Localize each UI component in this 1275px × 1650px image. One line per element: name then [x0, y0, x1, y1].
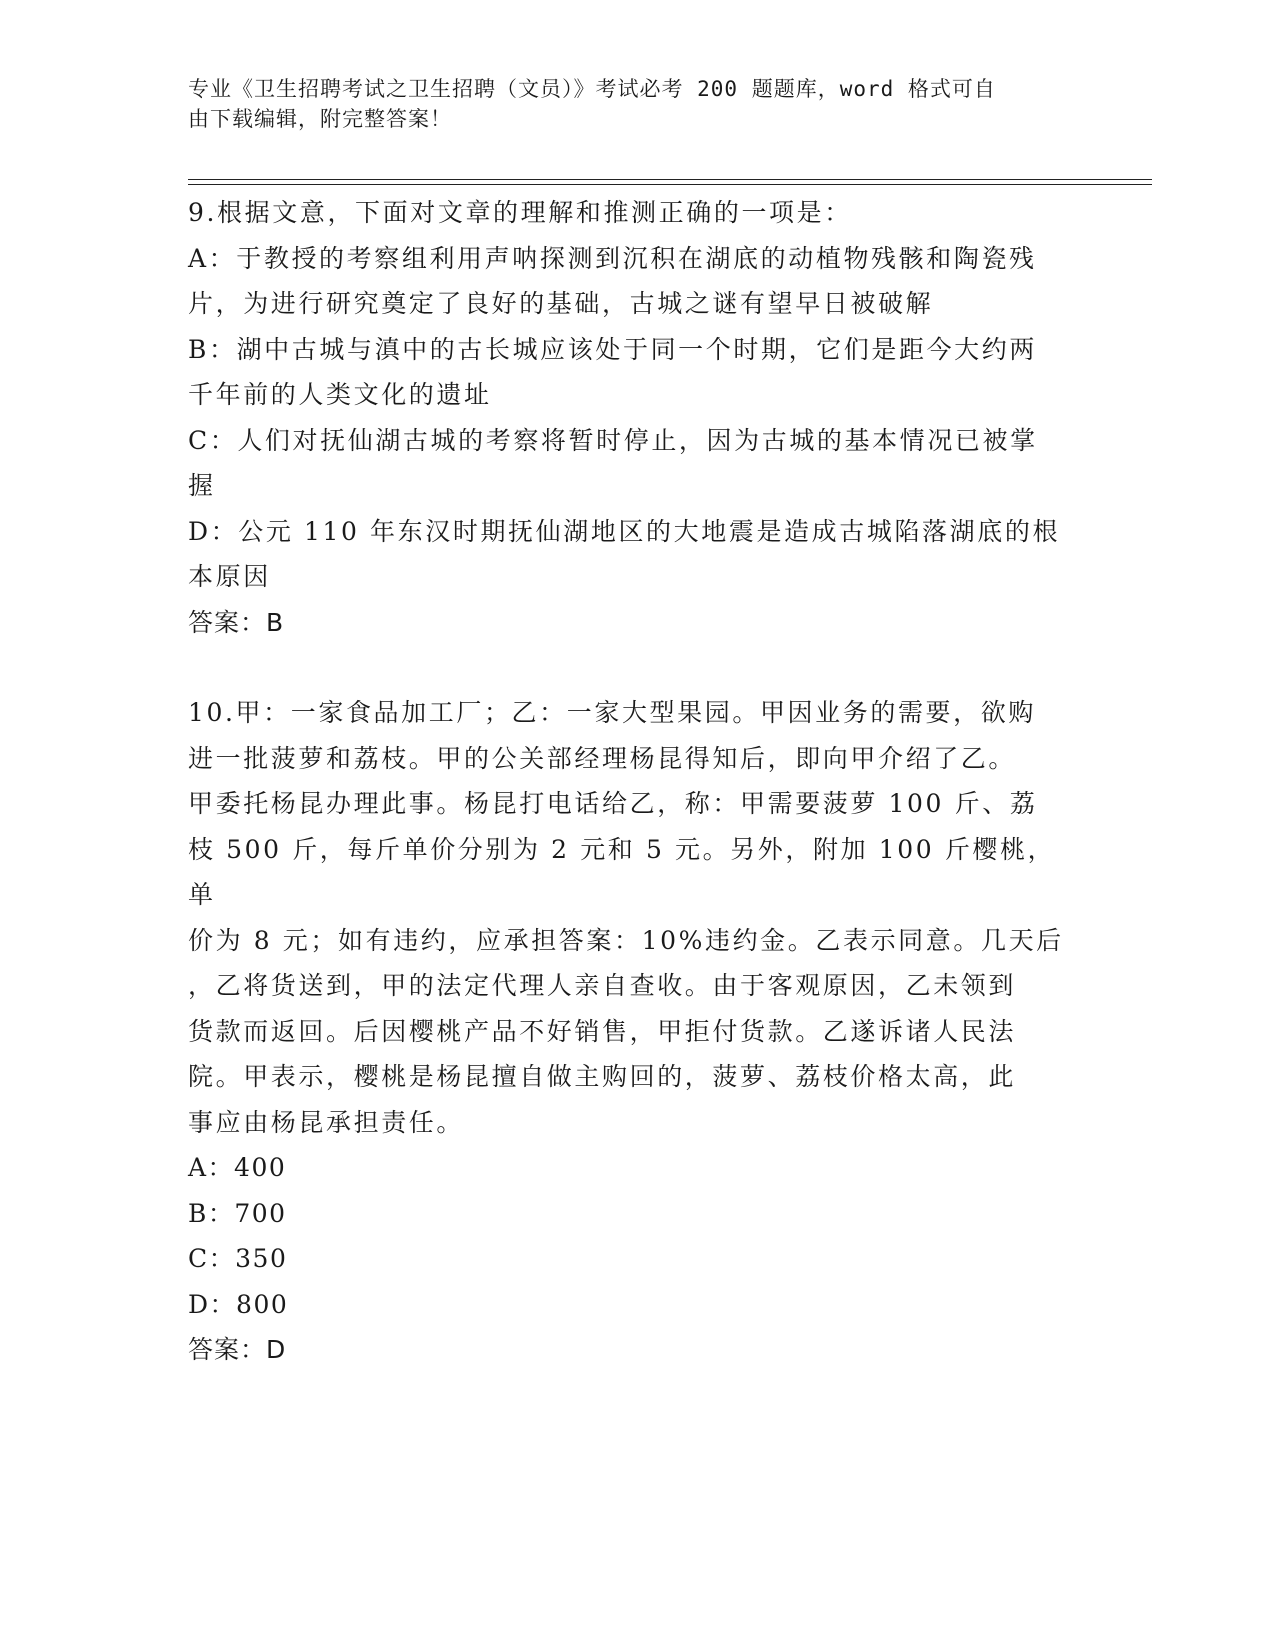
question-stem-line: 事应由杨昆承担责任。: [188, 1107, 465, 1137]
question-stem-line: 10.甲：一家食品加工厂；乙：一家大型果园。甲因业务的需要，欲购: [188, 698, 1036, 727]
header-line-2: 由下载编辑，附完整答案！: [188, 107, 452, 131]
question-stem-line: 枝 500 斤，每斤单价分别为 2 元和 5 元。另外，附加 100 斤樱桃，单: [188, 834, 1056, 909]
question-stem-line: 院。甲表示，樱桃是杨昆擅自做主购回的，菠萝、荔枝价格太高，此: [188, 1062, 1017, 1091]
answer-label: 答案：D: [188, 1335, 287, 1364]
header-line-1: 专业《卫生招聘考试之卫生招聘（文员）》考试必考 200 题题库，word 格式可自: [188, 77, 996, 101]
option-b: B：700: [188, 1198, 287, 1228]
option-a-line-1: A：于教授的考察组利用声呐探测到沉积在湖底的动植物残骸和陶瓷残: [188, 243, 1037, 273]
question-stem-line: 货款而返回。后因樱桃产品不好销售，甲拒付货款。乙遂诉诸人民法: [188, 1016, 1017, 1046]
question-stem-line: ，乙将货送到，甲的法定代理人亲自查收。由于客观原因，乙未领到: [188, 971, 1017, 1000]
question-stem-line: 进一批菠萝和荔枝。甲的公关部经理杨昆得知后，即向甲介绍了乙。: [188, 743, 1017, 773]
option-b-line-1: B：湖中古城与滇中的古长城应该处于同一个时期，它们是距今大约两: [188, 334, 1037, 364]
option-d-line-2: 本原因: [188, 562, 271, 591]
option-a: A：400: [188, 1153, 287, 1182]
questions-content: [188, 190, 1068, 1373]
option-d: D：800: [188, 1289, 289, 1319]
question-stem-line: 甲委托杨昆办理此事。杨昆打电话给乙，称：甲需要菠萝 100 斤、荔: [188, 789, 1038, 818]
question-stem-line: 9.根据文意，下面对文章的理解和推测正确的一项是：: [188, 198, 852, 227]
option-c-line-2: 握: [188, 471, 216, 500]
header-rule-top: [188, 179, 1152, 180]
question-10: [188, 690, 1068, 1373]
spacer: [188, 645, 1068, 690]
option-c: C：350: [188, 1244, 288, 1273]
header-rule-bottom: [188, 184, 1152, 185]
question-9: [188, 190, 1068, 645]
document-header: [188, 74, 1068, 134]
option-d-line-1: D：公元 110 年东汉时期抚仙湖地区的大地震是造成古城陷落湖底的根: [188, 516, 1061, 546]
option-a-line-2: 片，为进行研究奠定了良好的基础，古城之谜有望早日被破解: [188, 289, 934, 318]
question-stem-line: 价为 8 元；如有违约，应承担答案：10%违约金。乙表示同意。几天后: [188, 925, 1064, 955]
answer-label: 答案：B: [188, 607, 285, 637]
option-c-line-1: C：人们对抚仙湖古城的考察将暂时停止，因为古城的基本情况已被掌: [188, 425, 1038, 455]
option-b-line-2: 千年前的人类文化的遗址: [188, 380, 492, 409]
